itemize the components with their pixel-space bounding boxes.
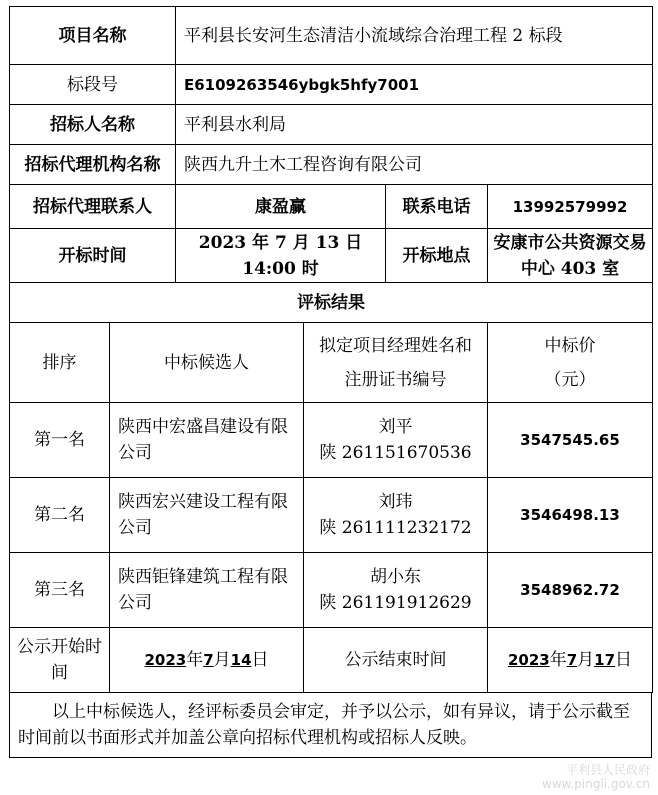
- watermark-title: 平利县人民政府: [565, 763, 650, 777]
- open-time-value: [176, 229, 386, 283]
- row-results-title: [10, 283, 653, 323]
- rank-cell: 第一名: [10, 403, 110, 478]
- watermark-url: www.pingli.gov.cn: [542, 777, 650, 791]
- row-project-name: [10, 7, 653, 65]
- manager-cell: [304, 478, 488, 553]
- manager-cert: 陕 261151670536: [319, 443, 472, 463]
- publicity-end-label: 公示结束时间: [304, 628, 488, 693]
- price-cell: 3546498.13: [488, 478, 653, 553]
- manager-cell: [304, 553, 488, 628]
- row-agency-contact: [10, 185, 653, 229]
- row-results-header: [10, 323, 653, 403]
- row-agency: [10, 145, 653, 185]
- table-row: [10, 553, 653, 628]
- manager-name: 刘玮: [378, 492, 413, 512]
- header-manager-line2: 注册证书编号: [344, 369, 447, 390]
- open-time-date: 2023 年 7 月 13 日: [198, 232, 363, 253]
- end-month: 7: [566, 651, 578, 669]
- manager-cert: 陕 261111232172: [319, 518, 472, 538]
- price-cell: 3547545.65: [488, 403, 653, 478]
- manager-cert: 陕 261191912629: [319, 593, 472, 613]
- publicity-end-value: [488, 628, 653, 693]
- end-day: 17: [594, 651, 616, 669]
- bid-result-sheet: [9, 6, 652, 758]
- start-day: 14: [230, 651, 252, 669]
- header-manager-line1: 拟定项目经理姓名和: [319, 335, 472, 356]
- rank-cell: 第三名: [10, 553, 110, 628]
- header-manager: [304, 323, 488, 403]
- row-open-time: [10, 229, 653, 283]
- manager-name: 胡小东: [370, 567, 421, 587]
- phone-label: 联系电话: [386, 185, 488, 229]
- candidate-cell: 陕西宏兴建设工程有限公司: [110, 478, 304, 553]
- end-year: 2023: [507, 651, 550, 669]
- agency-value: 陕西九升土木工程咨询有限公司: [176, 145, 653, 185]
- manager-cell: [304, 403, 488, 478]
- row-section-no: [10, 65, 653, 105]
- unit-month: 月: [577, 650, 595, 670]
- agency-contact-label: 招标代理联系人: [10, 185, 176, 229]
- rank-cell: 第二名: [10, 478, 110, 553]
- unit-year: 年: [549, 650, 567, 670]
- manager-name: 刘平: [378, 417, 413, 437]
- section-no-value: E6109263546ybgk5hfy7001: [176, 65, 653, 105]
- open-time-hour: 14:00 时: [242, 258, 319, 279]
- unit-day: 日: [251, 650, 269, 670]
- agency-contact-value: 康盈赢: [176, 185, 386, 229]
- price-cell: 3548962.72: [488, 553, 653, 628]
- phone-value: 13992579992: [488, 185, 653, 229]
- results-title: 评标结果: [10, 283, 653, 323]
- open-place-value: 安康市公共资源交易中心 403 室: [488, 229, 653, 283]
- watermark: [542, 763, 650, 791]
- table-row: [10, 478, 653, 553]
- open-time-label: 开标时间: [10, 229, 176, 283]
- header-price: [488, 323, 653, 403]
- header-price-line1: 中标价: [544, 335, 596, 356]
- header-candidate: 中标候选人: [110, 323, 304, 403]
- candidate-cell: 陕西中宏盛昌建设有限公司: [110, 403, 304, 478]
- start-month: 7: [203, 651, 214, 669]
- row-publicity: [10, 628, 653, 693]
- table-row: [10, 403, 653, 478]
- tenderer-label: 招标人名称: [10, 105, 176, 145]
- agency-label: 招标代理机构名称: [10, 145, 176, 185]
- unit-day: 日: [615, 650, 633, 670]
- section-no-label: 标段号: [10, 65, 176, 105]
- publicity-start-value: [110, 628, 304, 693]
- project-name-value: 平利县长安河生态清洁小流域综合治理工程 2 标段: [176, 7, 653, 65]
- unit-month: 月: [213, 650, 231, 670]
- header-rank: 排序: [10, 323, 110, 403]
- open-place-label: 开标地点: [386, 229, 488, 283]
- start-year: 2023: [144, 651, 187, 669]
- publicity-start-label: 公示开始时间: [10, 628, 110, 693]
- publicity-note: 以上中标候选人，经评标委员会审定，并予以公示，如有异议，请于公示截至时间前以书面形式并加盖公章向招标代理机构或招标人反映。: [9, 693, 652, 758]
- header-price-line2: （元）: [544, 369, 596, 390]
- row-tenderer: [10, 105, 653, 145]
- unit-year: 年: [186, 650, 204, 670]
- bid-result-table: [9, 6, 653, 693]
- tenderer-value: 平利县水利局: [176, 105, 653, 145]
- candidate-cell: 陕西钜锋建筑工程有限公司: [110, 553, 304, 628]
- project-name-label: 项目名称: [10, 7, 176, 65]
